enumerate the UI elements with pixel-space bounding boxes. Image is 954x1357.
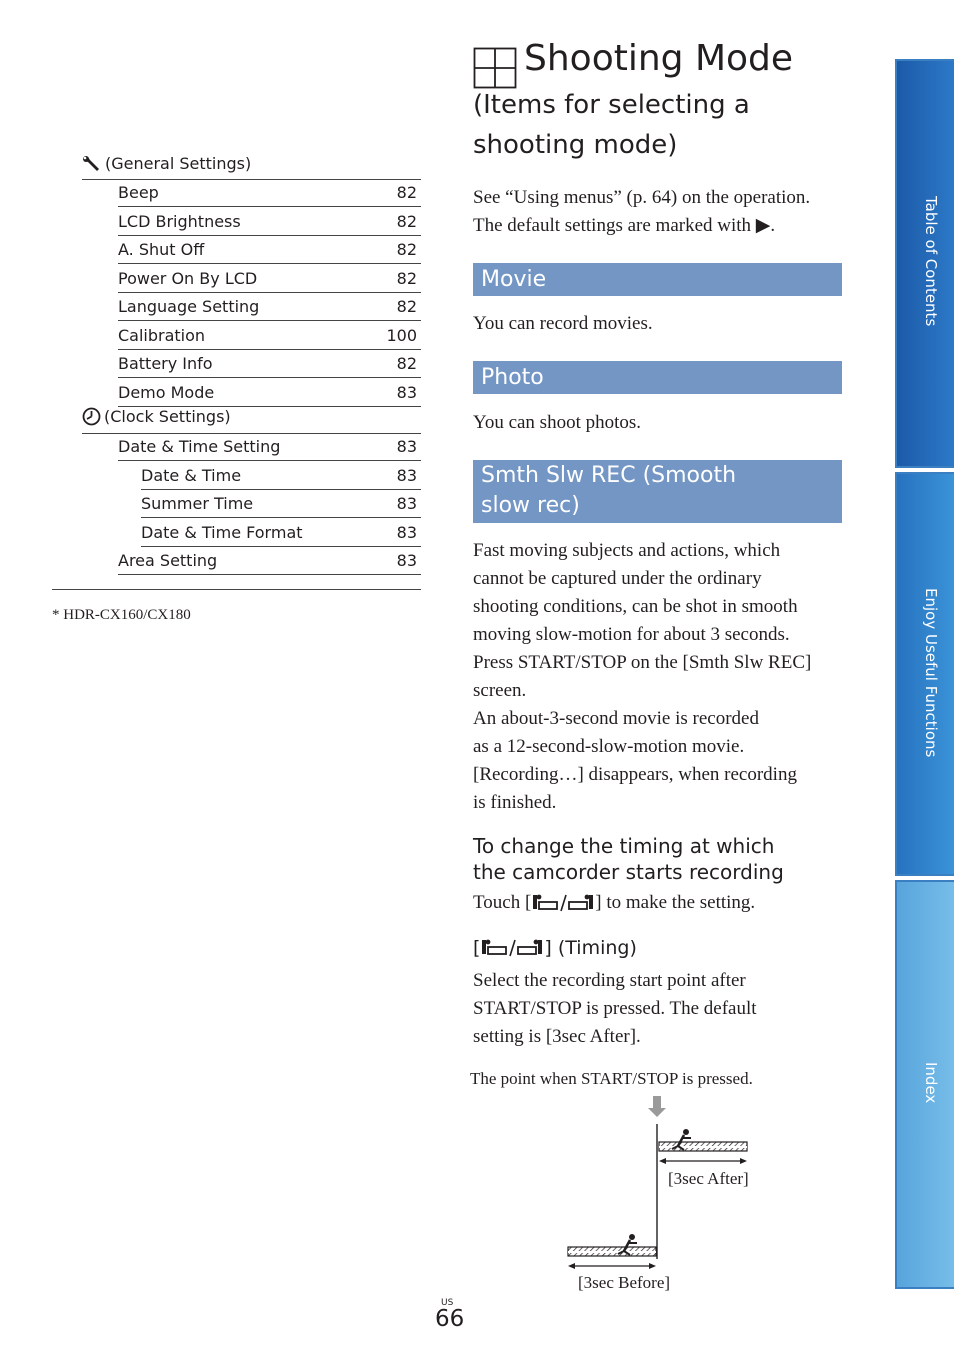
general-settings-heading: [82, 154, 251, 173]
movie-section-bar: Movie: [473, 263, 842, 296]
menu-row[interactable]: [118, 321, 421, 350]
after-span-arrow: [659, 1158, 747, 1164]
before-film-strip: [568, 1247, 656, 1256]
start-stop-arrow: [648, 1096, 666, 1117]
photo-section-bar: Photo: [473, 361, 842, 394]
menu-row-page: 83: [396, 494, 417, 513]
menu-row-page: 100: [386, 325, 417, 345]
menu-row-label: Date & Time Setting: [118, 437, 281, 456]
menu-row-page: 82: [396, 297, 417, 316]
menu-row-label: Battery Info: [118, 354, 213, 373]
menu-row-page: 83: [396, 437, 417, 456]
page-number: 66: [435, 1306, 465, 1332]
menu-row-page: 82: [396, 268, 417, 288]
timing-icon: [531, 893, 595, 913]
menu-row[interactable]: [118, 264, 421, 293]
menu-row-label: Date & Time Format: [141, 522, 303, 542]
footnote: * HDR-CX160/CX180: [52, 607, 191, 623]
page-title: Shooting Mode: [524, 38, 794, 79]
touch-suffix: ] to make the setting.: [595, 892, 756, 913]
menu-row[interactable]: [141, 489, 421, 518]
smooth-slow-rec-text: Fast moving subjects and actions, which cannot be captured under the ordinary shooting conditions, can be shot in smooth moving slow-motion for about 3 seconds. Press START/STOP on the [Smth Slw REC] screen. An about-3-second movie is recorded as a 12-second-slow-motion movie. [Recording…] disappears, when recording is finished.: [473, 540, 812, 813]
menu-row-page: 83: [396, 465, 417, 485]
timing-sub-heading: [473, 937, 637, 959]
footnote-rule: [52, 589, 421, 590]
clock-icon: [82, 407, 101, 426]
before-label: [3sec Before]: [578, 1273, 671, 1292]
wrench-icon: [82, 155, 102, 173]
after-label: [3sec After]: [668, 1169, 749, 1188]
tab-index-label[interactable]: Index: [922, 1062, 940, 1104]
menu-row[interactable]: [141, 518, 421, 547]
timing-text: Select the recording start point after START/STOP is pressed. The default setting is [3sec After].: [473, 970, 757, 1047]
menu-row-label: LCD Brightness: [118, 211, 241, 231]
menu-row-page: 83: [396, 522, 417, 542]
photo-text: You can shoot photos.: [473, 412, 642, 433]
menu-row[interactable]: [118, 235, 421, 264]
menu-row[interactable]: [141, 461, 421, 490]
general-settings-label: (General Settings): [105, 154, 252, 173]
timing-sub-suffix: ] (Timing): [544, 937, 637, 959]
smooth-slow-rec-section-bar: Smth Slw REC (Smooth slow rec): [473, 460, 842, 523]
after-film-strip: [659, 1142, 747, 1151]
menu-row[interactable]: [118, 378, 421, 407]
menu-row-page: 82: [396, 240, 417, 259]
region-code: US: [441, 1298, 454, 1308]
menu-row-label: Summer Time: [141, 494, 254, 513]
menu-row-page: 82: [396, 183, 417, 202]
menu-row-label: Area Setting: [118, 551, 218, 570]
timing-sub-prefix: [: [473, 937, 481, 959]
menu-row-label: Beep: [118, 183, 159, 202]
diagram-caption: The point when START/STOP is pressed.: [470, 1069, 753, 1088]
clock-settings-heading: [82, 407, 231, 426]
touch-prefix: Touch [: [473, 892, 532, 913]
menu-row-label: Power On By LCD: [118, 268, 258, 288]
menu-row-label: Calibration: [118, 325, 206, 345]
menu-row-label: Demo Mode: [118, 382, 215, 402]
intro-text: See “Using menus” (p. 64) on the operation. The default settings are marked with ▶.: [473, 187, 811, 236]
movie-text: You can record movies.: [473, 313, 653, 334]
menu-row-page: 82: [396, 211, 417, 231]
before-span-arrow: [568, 1263, 656, 1269]
tab-table-of-contents-label[interactable]: Table of Contents: [922, 196, 940, 327]
menu-row-label: Date & Time: [141, 465, 242, 485]
menu-row[interactable]: [118, 432, 421, 461]
menu-row[interactable]: [118, 546, 421, 575]
page-subtitle: (Items for selecting a shooting mode): [473, 90, 750, 160]
menu-row-page: 82: [396, 354, 417, 373]
timing-icon: [480, 938, 544, 958]
menu-row-label: Language Setting: [118, 297, 260, 316]
timing-heading: To change the timing at which the camcorder starts recording: [473, 834, 784, 884]
menu-row-page: 83: [396, 382, 417, 402]
menu-row-label: A. Shut Off: [118, 240, 205, 259]
tab-enjoy-useful-functions-label[interactable]: Enjoy Useful Functions: [922, 588, 940, 758]
shooting-mode-icon: [473, 47, 517, 89]
touch-instruction: [473, 892, 755, 914]
menu-row[interactable]: [118, 207, 421, 236]
menu-row[interactable]: [118, 178, 421, 207]
menu-row[interactable]: [118, 292, 421, 321]
menu-row-page: 83: [396, 551, 417, 570]
clock-settings-label: (Clock Settings): [104, 407, 231, 426]
menu-row[interactable]: [118, 349, 421, 378]
